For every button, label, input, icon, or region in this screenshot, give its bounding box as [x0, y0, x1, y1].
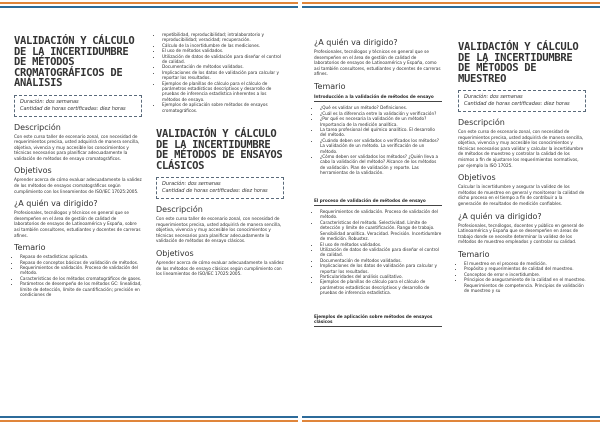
objectives-paragraph: Aprender acerca de cómo evaluar adecuadamente la validez de los métodos de ensayos cromatográficos según cumplimiento con los lineamientos de ISO/IEC 17025:2005.: [14, 177, 142, 194]
list-item: • Principios de aseguramiento de la calidad en el muestreo. Requerimientos de competencia. Principios de validación de muestreo y su: [464, 277, 586, 293]
objectives-paragraph: Aprender acerca de cómo evaluar adecuadamente la validez de los métodos de ensayo clásicos según cumplimiento con los lineamientos de ISO/IEC 17025:2005.: [156, 260, 284, 277]
left-column-2: [156, 32, 284, 280]
top-blue-rule: [0, 6, 298, 8]
description-paragraph: Con este curso taller de escenario zonal, con necesidad de requerimientos precisa, usted adquirirá de manera sencilla, objetiva, vivencia y muy accesible los conocimientos y técnicas necesarios para planificar adecuadamente la validación de métodos de ensayo cromatográficos.: [14, 133, 140, 161]
section-heading-audience: ¿A quién va dirigido?: [458, 211, 542, 221]
list-item: • ¿Por qué es necesaria la validación de un método? Importancia de la medición analítica.: [320, 116, 442, 127]
list-item: • Implicaciones de los datos de validación para calcular y reportar los resultados.: [162, 70, 284, 81]
bottom-blue-rule: [0, 416, 298, 418]
list-item: • ¿Cuál es la diferencia entre la validación y verificación?: [320, 111, 442, 116]
list-item: • ¿Qué es validar un método? Definiciones.: [320, 105, 442, 110]
right-brochure-sheet: [302, 0, 600, 424]
list-item: • Implicaciones de los datos de validación para calcular y reportar los resultados.: [320, 263, 442, 274]
list-item: • Características del método. Selectividad. Límite de detección y límite de cuantificación. Rango de trabajo. Sensibilidad analítica. Veracidad. Precisión. Incertidumbre de medición. Robustez.: [320, 220, 442, 242]
section-heading-objectives: Objetivos: [458, 173, 496, 183]
description-paragraph: Con este curso taller de escenario zonal, con necesidad de requerimientos precisa, usted adquirirá de manera sencilla, objetiva, vivencia y muy accesible los conocimientos y técnicas necesarios para planificar adecuadamente la validación de métodos de ensayo clásicos.: [156, 216, 282, 244]
description-paragraph: Con este curso de escenario zonal, con necesidad de requerimientos precisa, usted adquirirá de manera sencilla, objetiva, vivencia y muy accesible los conocimientos y técnicas necesarios para validar y calcular la incertidumbre de métodos de muestreo y controlar la calidad de los mismos a fin de ajustarse los requerimientos normativos, por ejemplo la ISO 17025.: [458, 129, 584, 168]
hours-text: Cantidad de horas certificadas: diez horas: [464, 101, 570, 107]
list-item: • Cálculo de la incertidumbre de las mediciones.: [162, 43, 284, 48]
right-column-1: [314, 38, 442, 330]
hours-text: Cantidad de horas certificadas: diez horas: [162, 188, 268, 195]
divider: [314, 101, 442, 102]
bottom-orange-rule: [0, 420, 298, 422]
list-item: • Utilización de datos de validación para diseñar el control de calidad.: [320, 247, 442, 258]
section-heading-syllabus: Temario: [314, 81, 346, 91]
duration-box: [156, 177, 284, 199]
left-brochure-sheet: [0, 0, 298, 424]
top-blue-rule: [302, 6, 600, 8]
section-heading-objectives: Objetivos: [14, 166, 52, 176]
intro-list: [314, 105, 442, 175]
process-list: [314, 209, 442, 296]
process-heading: El proceso de validación de métodos de ensayo: [314, 197, 426, 203]
duration-box: [458, 90, 586, 112]
list-item: • Documentación de métodos validados.: [162, 64, 284, 69]
list-item: • Utilización de datos de validación para diseñar el control de calidad.: [162, 54, 284, 65]
divider: [314, 205, 442, 206]
list-item: • Propósito y requerimientos de calidad del muestreo.: [464, 266, 586, 271]
list-item: • El uso de métodos validados.: [162, 48, 284, 53]
list-item: • La tarea profesional del químico analítico. El desarrollo del método.: [320, 127, 442, 138]
section-heading-description: Descripción: [14, 122, 61, 132]
section-heading-syllabus: Temario: [458, 249, 490, 259]
section-heading-description: Descripción: [156, 205, 203, 215]
list-item: • Conceptos de error e incertidumbre.: [464, 272, 586, 277]
list-item: • Repaso de conceptos básicos de validación de métodos.: [20, 260, 142, 265]
syllabus-list: [458, 261, 586, 293]
list-item: • ¿Cuándo deben ser validados o verificados los métodos? La validación de un método. La verificación de un método.: [320, 138, 442, 154]
list-item: • Ejemplos de planillas de cálculo para el cálculo de parámetros estadísticos descriptivos y desarrollo de pruebas de inferencia estadística.: [320, 279, 442, 295]
syllabus-list: [14, 254, 142, 297]
audience-paragraph: Profesionales, tecnólogos, docentes y público en general de Latinoamérica y España que se desempeñen en áreas de trabajo donde se necesite determinar la validez de los métodos de muestreo empleados y controlar su calidad.: [458, 222, 584, 245]
course-title-sampling: VALIDACIÓN Y CÁLCULO DE LA INCERTIDUMBRE DE MÉTODOS DE MUESTREO: [458, 41, 579, 85]
bottom-orange-rule: [302, 420, 600, 422]
list-item: • El uso de métodos validados.: [320, 242, 442, 247]
audience-paragraph: Profesionales, tecnólogos y técnicos en general que se desempeñen en el área de gestión de calidad de laboratorios de ensayos de Latinoamérica y España, sobre así también consultores, estudiantes y docentes de carreras afines.: [14, 210, 141, 238]
list-item: • Requerimientos de validación. Proceso de validación del método.: [20, 265, 142, 276]
section-heading-audience: ¿A quién va dirigido?: [14, 199, 98, 209]
top-orange-rule: [0, 2, 298, 4]
list-item: • Ejemplos de aplicación sobre métodos de ensayos cromatográficos.: [162, 102, 284, 113]
section-heading-description: Descripción: [458, 118, 505, 127]
bottom-blue-rule: [302, 416, 600, 418]
audience-paragraph: Profesionales, tecnólogos y técnicos en general que se desempeñen en el área de gestión de calidad de laboratorios de ensayos de Latinoamérica y España, como así también consultores, estudiantes y docentes de carreras afines.: [314, 49, 441, 77]
divider: [314, 326, 442, 327]
intro-heading: Introducción a la validación de métodos de ensayo: [314, 93, 434, 99]
duration-text: Duración: dos semanas: [20, 98, 79, 105]
list-item: • El muestreo en el proceso de medición.: [464, 261, 586, 266]
duration-text: Duración: dos semanas: [464, 94, 523, 100]
course-title-chromatographic: VALIDACIÓN Y CÁLCULO DE LA INCERTIDUMBRE DE MÉTODOS CROMATOGRÁFICOS DE ANÁLISIS: [14, 35, 135, 89]
hours-text: Cantidad de horas certificadas: diez horas: [20, 105, 126, 112]
objectives-paragraph: Calcular la incertidumbre y asegurar la validez de los métodos de muestreo en general y monitorear la calidad de dicho proceso en el tiempo a fin de contribuir a la generación de resultados de medición confiables.: [458, 184, 585, 206]
list-item: • Ejemplos de planillas de cálculo para el cálculo de parámetros estadísticos descriptivos y desarrollo de pruebas de inferencia estadística inherentes a los métodos de ensayo.: [162, 81, 284, 103]
list-item: • Documentación de métodos validados.: [320, 258, 442, 263]
left-column-1: [14, 36, 142, 297]
list-item: • Repaso de estadísticas aplicada.: [20, 254, 142, 259]
list-item: • Características de los métodos cromatográficos de gases.: [20, 276, 142, 281]
right-column-2: [458, 42, 586, 293]
course-title-classic: VALIDACIÓN Y CÁLCULO DE LA INCERTIDUMBRE DE MÉTODOS DE ENSAYOS CLÁSICOS: [156, 128, 283, 172]
duration-box: [14, 95, 142, 117]
examples-heading: Ejemplos de aplicación sobre métodos de ensayos clásicos: [314, 313, 433, 324]
section-heading-objectives: Objetivos: [156, 249, 194, 259]
list-item: • ¿Cómo deben ser validados los métodos? ¿Quién lleva a cabo la validación del método? Alcance de los métodos de validación. Plan de validación y reporte. Las herramientas de la validación.: [320, 154, 442, 176]
list-item: • repetibilidad, reproducibilidad; intralaboratorio y reproducibilidad; veracidad; recuperación.: [162, 32, 284, 43]
section-heading-audience: ¿A quién va dirigido?: [314, 38, 398, 47]
section-heading-syllabus: Temario: [14, 243, 46, 253]
syllabus-continued-list: [156, 32, 284, 113]
list-item: • Requerimientos de validación. Proceso de validación del método.: [320, 209, 442, 220]
top-orange-rule: [302, 2, 600, 4]
list-item: • Parámetros de desempeño de los métodos GC: linealidad, límite de detección, límite de cuantificación; precisión en condiciones de: [20, 281, 142, 297]
list-item: • Particularidades del análisis cualitativo.: [320, 274, 442, 279]
duration-text: Duración: dos semanas: [162, 181, 221, 188]
